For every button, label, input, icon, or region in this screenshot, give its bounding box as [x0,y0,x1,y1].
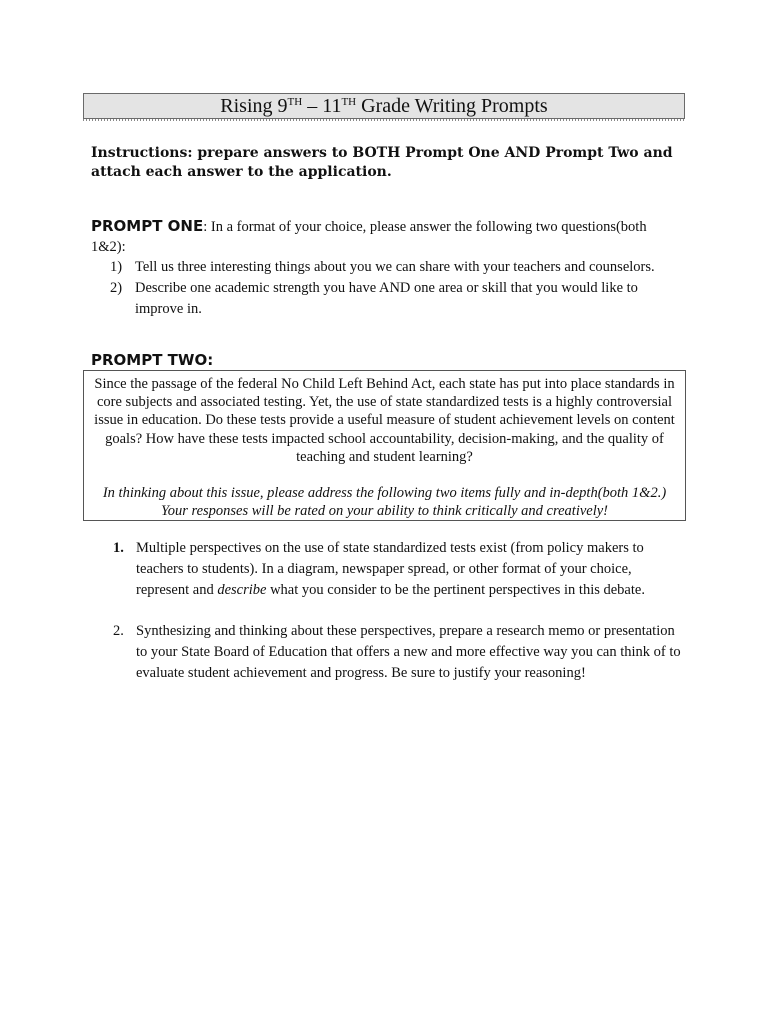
prompt-one-intro: : In a format of your choice, please answer the following two questions(both 1&2): [91,219,647,255]
prompt-two-box [83,370,686,521]
list-item-text-before: Multiple perspectives on the use of state standardized tests exist (from policy makers to teachers to students). In a diagram, newspaper spread, or other format of your choice, represent and [136,540,644,598]
instructions-text: Instructions: prepare answers to BOTH Prompt One AND Prompt Two and attach each answer to the application. [91,145,673,180]
list-item-number: 1. [113,540,124,556]
list-item-text: Synthesizing and thinking about these perspectives, prepare a research memo or presentation to your State Board of Education that offers a new and more effective way you can think of to evaluate student achievement and progress. Be sure to justify your reasoning! [136,623,681,681]
list-item-text: Describe one academic strength you have AND one area or skill that you would like to improve in. [135,280,638,317]
prompt-one-section [91,216,681,320]
prompt-one-heading: PROMPT ONE [91,217,204,235]
list-item-emphasis: describe [217,582,267,598]
title-prefix: Rising 9 [220,95,288,117]
prompt-two-box-text: Since the passage of the federal No Child Left Behind Act, each state has put into place standards in core subjects and associated testing. Yet, the use of state standardized tests is a highly controversial issue in education. Do these tests provide a useful measure of student achievement levels on content goals? How have these tests impacted school accountability, decision-making, and the quality of teaching and student learning? [94,376,675,465]
title-middle: – 11 [302,95,342,117]
title-suffix: Grade Writing Prompts [356,95,548,117]
list-item-number: 2. [113,623,124,639]
list-item [91,621,681,684]
prompt-two-box-italic: In thinking about this issue, please address the following two items fully and in-depth(both 1&2.) Your responses will be rated on your ability to think critically and creatively! [102,485,667,520]
title-underline-divider [83,119,685,121]
list-item-text-after: what you consider to be the pertinent perspectives in this debate. [266,582,645,598]
prompt-one-intro-line [91,216,681,257]
page-title [83,93,685,119]
prompt-one-list [91,257,681,320]
list-item [91,278,681,320]
prompt-two-heading: PROMPT TWO: [91,351,214,369]
list-item [91,538,681,601]
title-superscript-2: TH [341,96,357,108]
prompt-two-tasks [91,538,681,704]
title-superscript-1: TH [287,96,303,108]
list-item-number: 2) [110,280,123,296]
list-item [91,257,681,278]
list-item-number: 1) [110,259,123,275]
list-item-text: Tell us three interesting things about you we can share with your teachers and counselors. [135,259,655,275]
